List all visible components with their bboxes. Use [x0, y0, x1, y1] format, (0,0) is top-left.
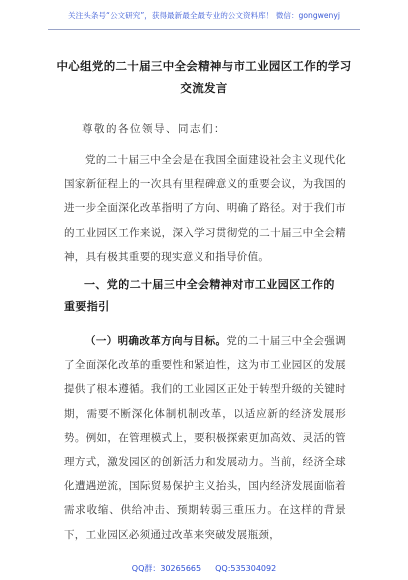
title-line-2: 交流发言	[180, 81, 228, 95]
header-divider	[48, 29, 360, 30]
contact-footer	[0, 563, 408, 574]
intro-paragraph: 党的二十届三中全会是在我国全面建设社会主义现代化国家新征程上的一次具有里程碑意义的重要会议，为我国的进一步全面深化改革指明了方向、明确了路径。对于我们市的工业园区工作来说，深入学习贯彻党的二十届三中全会精神，具有极其重要的现实意义和指导价值。	[64, 154, 346, 263]
qq-group-text: QQ群：30265665	[131, 564, 202, 573]
document-title	[40, 55, 368, 99]
subsection-label: （一）明确改革方向与目标。	[85, 335, 227, 347]
subsection-paragraph-1	[64, 329, 346, 547]
title-line-1: 中心组党的二十届三中全会精神与市工业园区工作的学习	[56, 59, 352, 73]
salutation: 尊敬的各位领导、同志们：	[82, 123, 226, 135]
qq-number-text: QQ:535304092	[215, 564, 277, 573]
subsection-body: 党的二十届三中全会强调了全面深化改革的重要性和紧迫性，这为市工业园区的发展提供了根本遵循。我们的工业园区正处于转型升级的关键时期，需要不断深化体制机制改革，以适应新的经济发展形势。例如，在管理模式上，要积极探索更加高效、灵活的管理方式，激发园区的创新活力和发展动力。当前，经济全球化遭遇逆流，国际贸易保护主义抬头，国内经济发展面临着需求收缩、供给冲击、预期转弱三重压力。在这样的背景下，工业园区必须通过改革来突破发展瓶颈，	[64, 335, 346, 541]
section-heading-1: 一、党的二十届三中全会精神对市工业园区工作的重要指引	[64, 278, 335, 313]
promo-header: 关注头条号“公文研究”，获得最新最全最专业的公文资料库！ 微信：gongwenyj	[68, 11, 340, 20]
